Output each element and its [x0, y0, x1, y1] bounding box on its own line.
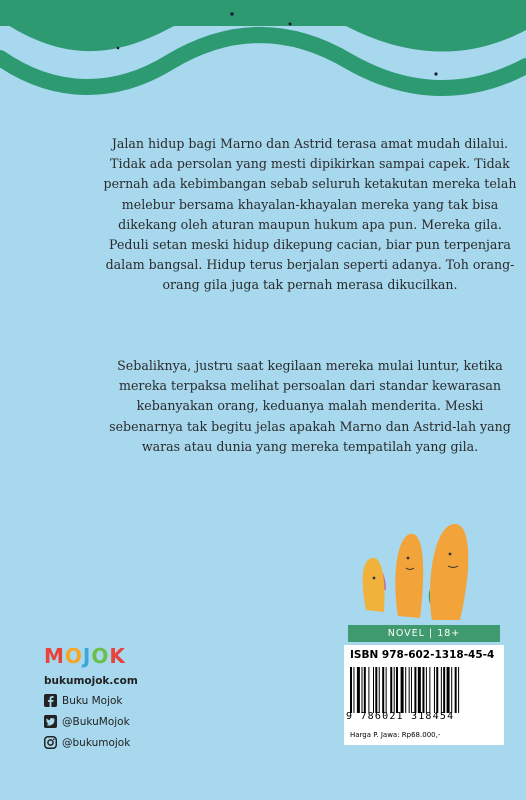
logo-letter: J — [82, 644, 92, 668]
barcode-stripe — [434, 667, 435, 713]
instagram-label: @bukumojok — [62, 736, 131, 749]
facebook-icon — [44, 694, 57, 707]
publisher-website[interactable]: bukumojok.com — [44, 675, 138, 687]
twitter-icon — [44, 715, 57, 728]
barcode-stripe — [405, 667, 406, 713]
blurb-paragraph-2 — [100, 356, 520, 457]
blurb-paragraph-1 — [100, 134, 520, 296]
barcode-stripe — [382, 667, 384, 713]
barcode-stripe — [458, 667, 459, 713]
logo-letter: K — [109, 644, 126, 668]
barcode-stripe — [455, 667, 457, 713]
barcode-stripe — [451, 667, 452, 713]
barcode-stripe — [379, 667, 380, 713]
barcode-stripe — [409, 667, 410, 713]
barcode-stripe — [436, 667, 438, 713]
barcode-stripe — [373, 667, 374, 713]
barcode-stripe — [357, 667, 360, 713]
barcode-stripe — [353, 667, 354, 713]
publisher-contacts — [44, 672, 138, 753]
barcode-panel — [344, 645, 504, 745]
genre-badge: NOVEL | 18+ — [348, 625, 500, 642]
twitter-label: @BukuMojok — [62, 715, 130, 728]
facebook-link[interactable] — [44, 690, 138, 711]
instagram-icon — [44, 736, 57, 749]
barcode-stripe — [411, 667, 412, 713]
logo-letter: O — [64, 644, 83, 668]
barcode-stripe — [422, 667, 424, 713]
isbn-number: ISBN 978-602-1318-45-4 — [350, 649, 495, 661]
barcode-stripe — [350, 667, 352, 713]
twitter-link[interactable] — [44, 711, 138, 732]
barcode-stripe — [386, 667, 387, 713]
barcode-stripe — [414, 667, 416, 713]
barcode-stripe — [364, 667, 366, 713]
barcode-stripe — [396, 667, 398, 713]
barcode-digits: 9 786021 318454 — [346, 711, 455, 722]
facebook-label: Buku Mojok — [62, 694, 123, 707]
price-label: Harga P. Jawa: Rp68.000,- — [350, 731, 441, 739]
barcode-bars — [350, 667, 498, 715]
barcode-stripe — [394, 667, 395, 713]
wave-band — [0, 0, 526, 110]
blurb-text-2: Sebaliknya, justru saat kegilaan mereka mulai luntur, ketika mereka terpaksa melihat persoalan dari standar kewarasan kebanyakan orang, keduanya malah menderita. Meski sebenarnya tak begitu jelas apakah Marno dan Astrid-lah yang waras atau dunia yang mereka tempatilah yang gila. — [109, 358, 511, 454]
barcode-stripe — [375, 667, 377, 713]
barcode-stripe — [441, 667, 442, 713]
barcode-stripe — [426, 667, 427, 713]
barcode-stripe — [368, 667, 369, 713]
barcode-stripe — [390, 667, 392, 713]
logo-letter: M — [44, 644, 65, 668]
barcode-stripe — [418, 667, 421, 713]
logo-letter: O — [91, 644, 110, 668]
barcode-stripe — [401, 667, 404, 713]
publisher-logo — [44, 644, 126, 668]
blurb-text-1: Jalan hidup bagi Marno dan Astrid terasa amat mudah dilalui. Tidak ada persolan yang mesti dipikirkan sampai capek. Tidak pernah ada kebimbangan sebab seluruh ketakutan mereka telah melebur bersama khayalan-khayalan mereka yang tak bisa dikekang oleh aturan maupun hukum apa pun. Mereka gila. Peduli setan meski hidup dikepung cacian, biar pun terpenjara dalam bangsal. Hidup terus berjalan seperti adanya. Toh orang-orang gila juga tak pernah merasa dikucilkan. — [103, 136, 517, 293]
instagram-link[interactable] — [44, 732, 138, 753]
barcode-stripe — [447, 667, 450, 713]
barcode-stripe — [443, 667, 445, 713]
barcode-stripe — [362, 667, 363, 713]
barcode-stripe — [429, 667, 430, 713]
illustration-figures — [350, 520, 480, 628]
